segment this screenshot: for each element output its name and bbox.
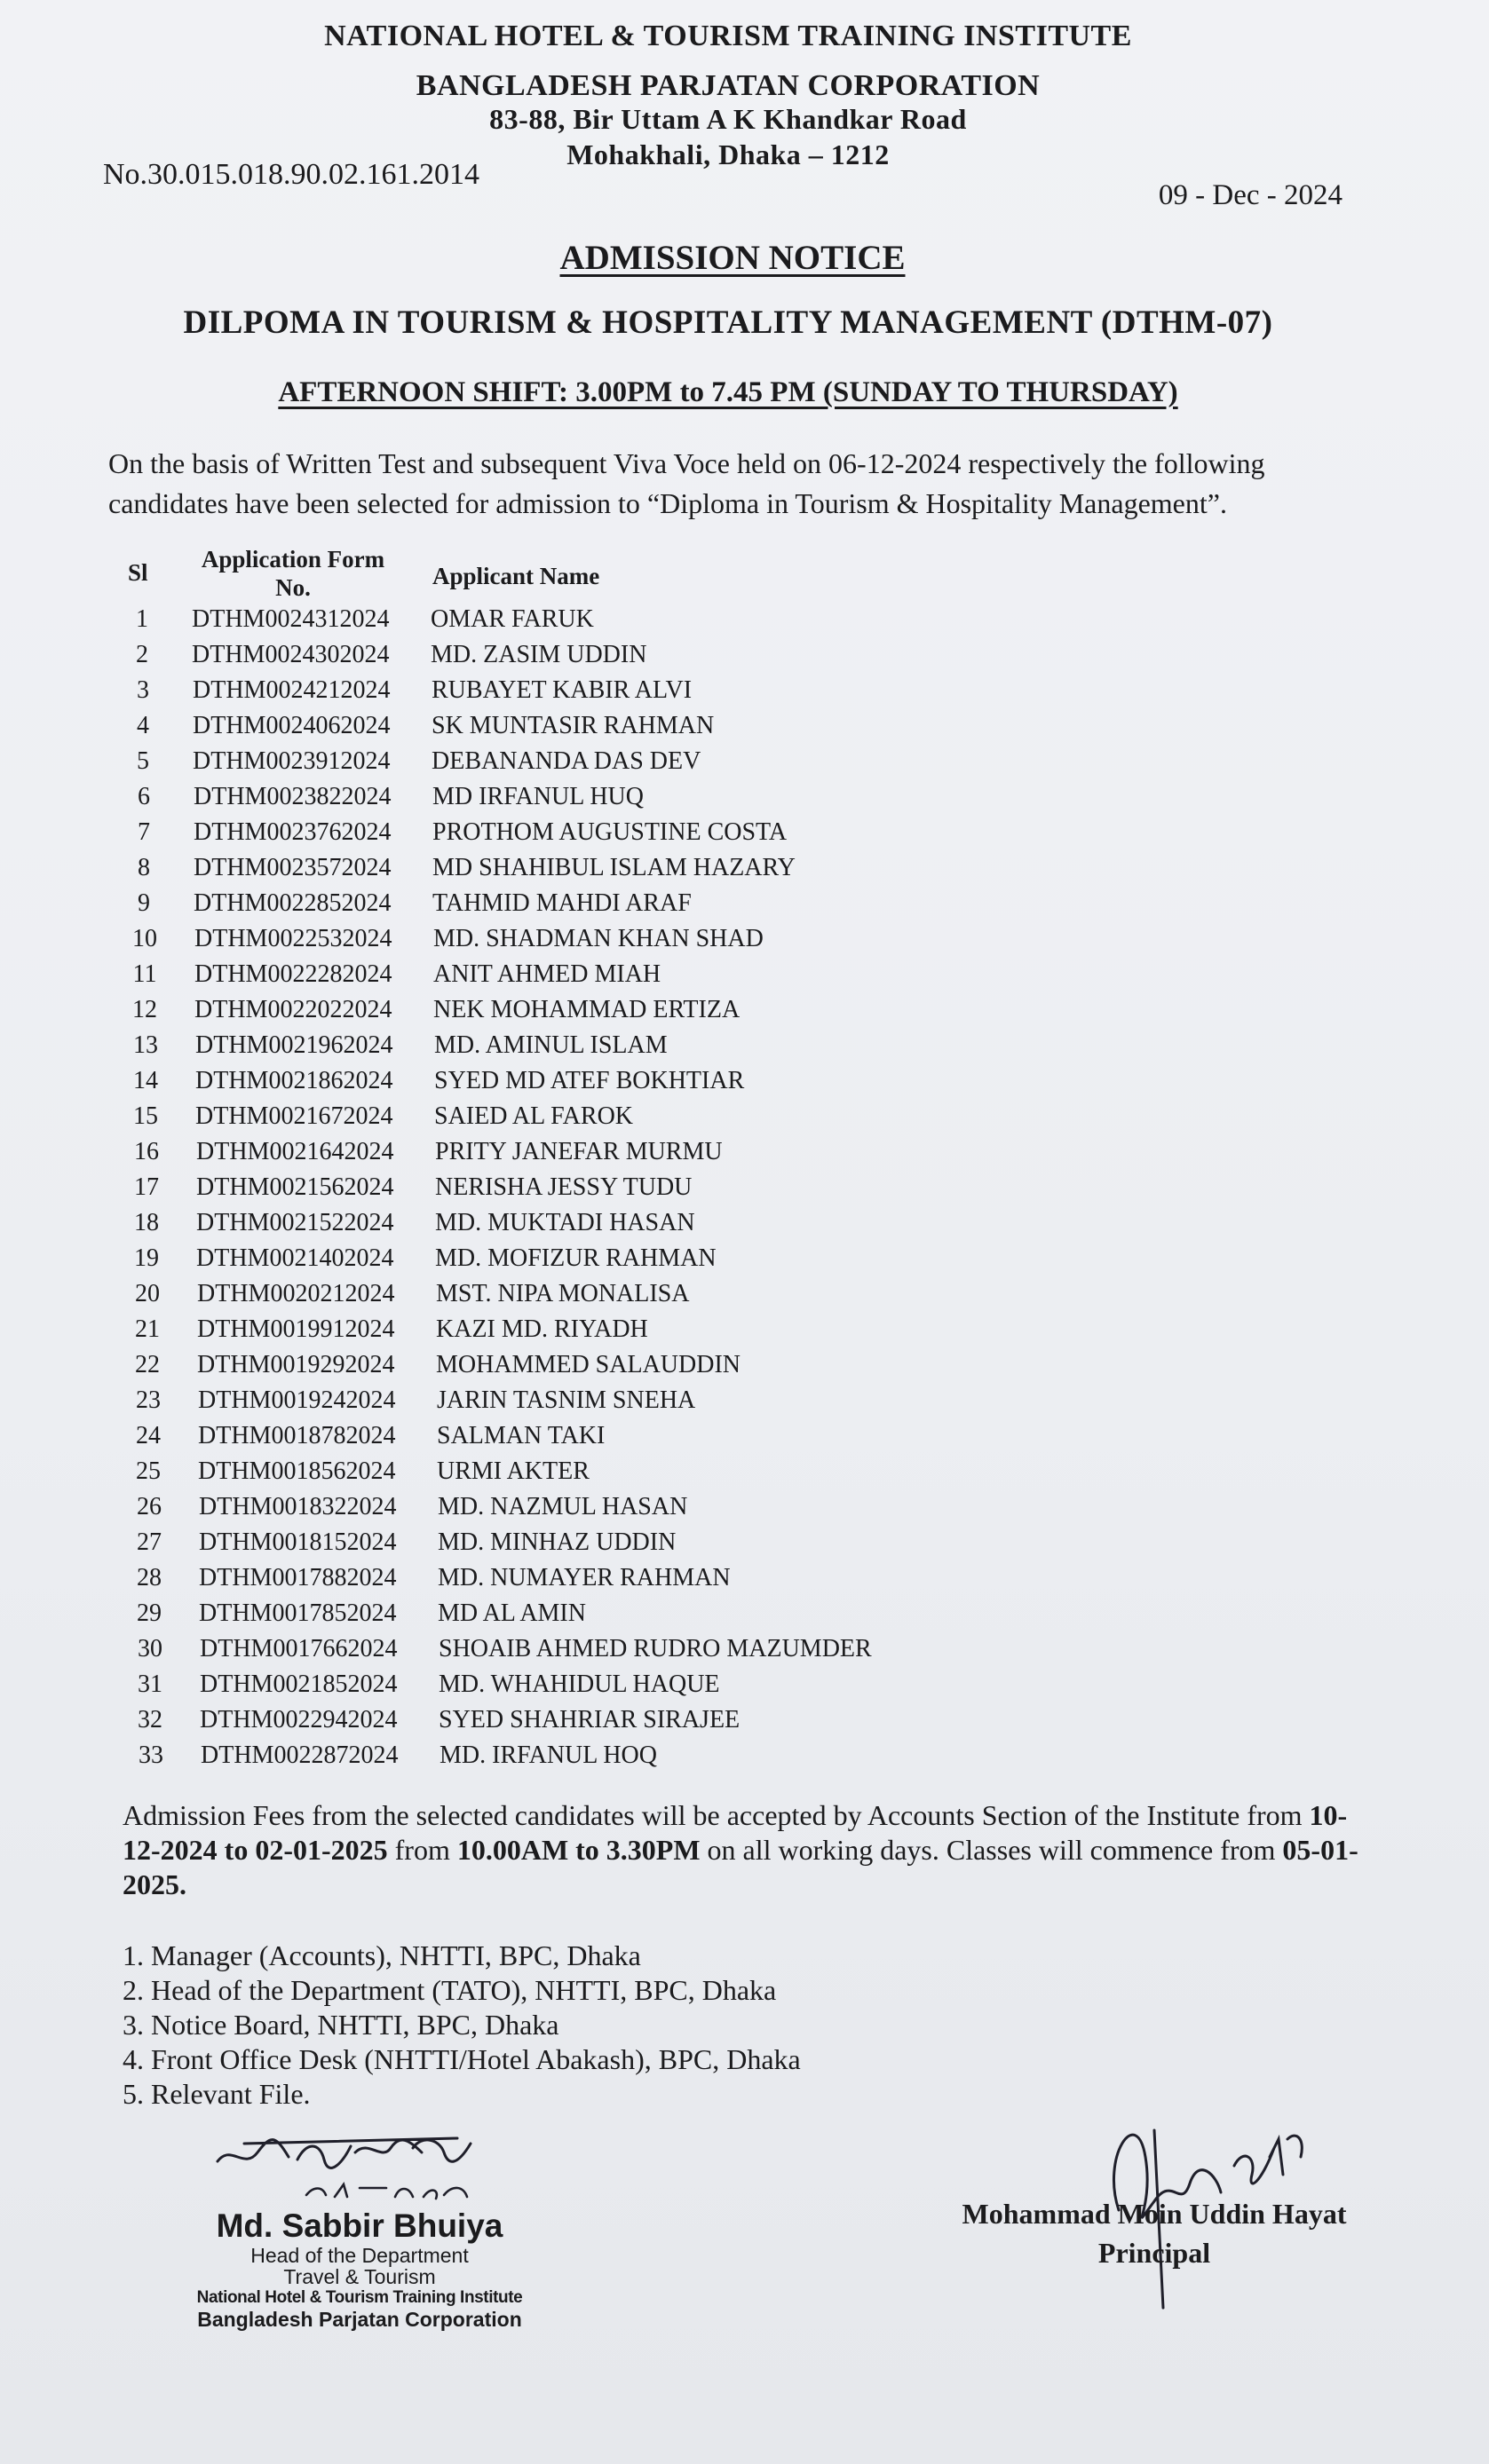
row-applicant-name: MD. ZASIM UDDIN — [431, 641, 647, 668]
row-application-form-no: DTHM0021402024 — [196, 1244, 394, 1272]
row-application-form-no: DTHM0019242024 — [198, 1386, 396, 1414]
row-application-form-no: DTHM0017662024 — [200, 1635, 398, 1662]
row-applicant-name: OMAR FARUK — [431, 605, 594, 633]
row-application-form-no: DTHM0021672024 — [195, 1102, 393, 1130]
row-application-form-no: DTHM0023822024 — [194, 783, 392, 810]
column-header-form-no-line1: Application Form — [201, 546, 385, 573]
row-serial: 33 — [139, 1741, 163, 1769]
row-application-form-no: DTHM0018782024 — [198, 1422, 396, 1449]
distribution-item: 3. Notice Board, NHTTI, BPC, Dhaka — [123, 2009, 559, 2041]
row-applicant-name: MD SHAHIBUL ISLAM HAZARY — [432, 854, 796, 881]
row-applicant-name: PRITY JANEFAR MURMU — [435, 1138, 723, 1165]
row-serial: 9 — [138, 889, 150, 917]
row-application-form-no: DTHM0021522024 — [196, 1209, 394, 1236]
fees-times: 10.00AM to 3.30PM — [456, 1834, 701, 1866]
row-application-form-no: DTHM0021862024 — [195, 1067, 393, 1094]
signatory-title-right: Principal — [1097, 2237, 1211, 2269]
signatory-corporation-left: Bangladesh Parjatan Corporation — [197, 2308, 522, 2331]
address-line-2: Mohakhali, Dhaka – 1212 — [566, 138, 890, 170]
row-serial: 13 — [133, 1031, 158, 1059]
column-header-name: Applicant Name — [432, 563, 600, 589]
row-application-form-no: DTHM0024212024 — [193, 676, 391, 704]
distribution-item: 5. Relevant File. — [123, 2078, 311, 2110]
row-serial: 32 — [138, 1706, 162, 1733]
signatory-name-left: Md. Sabbir Bhuiya — [216, 2207, 503, 2244]
row-serial: 17 — [134, 1173, 159, 1201]
row-application-form-no: DTHM0022872024 — [201, 1741, 399, 1769]
row-application-form-no: DTHM0018322024 — [199, 1493, 397, 1520]
corporation-name: BANGLADESH PARJATAN CORPORATION — [416, 69, 1041, 102]
row-application-form-no: DTHM0021562024 — [196, 1173, 394, 1201]
row-serial: 28 — [137, 1564, 162, 1591]
signatory-name-right: Mohammad Moin Uddin Hayat — [962, 2198, 1347, 2230]
reference-number: No.30.015.018.90.02.161.2014 — [103, 158, 480, 191]
row-serial: 30 — [138, 1635, 162, 1662]
row-serial: 10 — [132, 925, 157, 952]
column-header-sl: Sl — [128, 559, 148, 586]
row-serial: 23 — [136, 1386, 161, 1414]
signatory-dept-left: Travel & Tourism — [283, 2265, 436, 2288]
row-applicant-name: MST. NIPA MONALISA — [436, 1280, 690, 1307]
row-application-form-no: DTHM0021852024 — [200, 1670, 398, 1698]
row-applicant-name: RUBAYET KABIR ALVI — [432, 676, 693, 704]
notice-date: 09 - Dec - 2024 — [1158, 179, 1342, 211]
row-applicant-name: SK MUNTASIR RAHMAN — [432, 712, 715, 739]
row-serial: 12 — [132, 996, 157, 1023]
row-serial: 8 — [138, 854, 150, 881]
handwritten-signature-left — [191, 2126, 528, 2206]
row-serial: 15 — [133, 1102, 158, 1130]
row-application-form-no: DTHM0021642024 — [196, 1138, 394, 1165]
fees-text-3: on all working days. Classes will commence from — [700, 1834, 1283, 1866]
row-application-form-no: DTHM0023762024 — [194, 818, 392, 846]
row-serial: 18 — [134, 1209, 159, 1236]
row-serial: 11 — [132, 960, 157, 988]
row-serial: 26 — [137, 1493, 162, 1520]
row-applicant-name: PROTHOM AUGUSTINE COSTA — [432, 818, 788, 846]
row-application-form-no: DTHM0022942024 — [200, 1706, 398, 1733]
row-serial: 22 — [135, 1351, 160, 1378]
row-serial: 29 — [137, 1599, 162, 1627]
row-application-form-no: DTHM0024062024 — [193, 712, 391, 739]
fees-text-1: Admission Fees from the selected candidates will be accepted by Accounts Section of the Institute from — [123, 1799, 1310, 1831]
address-line-1: 83-88, Bir Uttam A K Khandkar Road — [489, 103, 967, 135]
row-application-form-no: DTHM0018562024 — [198, 1457, 396, 1485]
signatory-institute-left: National Hotel & Tourism Training Institute — [196, 2288, 523, 2307]
row-serial: 31 — [138, 1670, 162, 1698]
row-serial: 27 — [137, 1528, 162, 1556]
row-applicant-name: MD IRFANUL HUQ — [432, 783, 644, 810]
row-serial: 14 — [133, 1067, 158, 1094]
distribution-list — [123, 1939, 801, 2112]
fees-dates: 10-12-2024 to 02-01-2025 — [123, 1799, 1348, 1866]
row-applicant-name: NEK MOHAMMAD ERTIZA — [433, 996, 741, 1023]
shift-info: AFTERNOON SHIFT: 3.00PM to 7.45 PM (SUNDAY TO THURSDAY) — [278, 376, 1178, 408]
row-serial: 6 — [138, 783, 150, 810]
row-application-form-no: DTHM0023572024 — [194, 854, 392, 881]
column-header-form-no-line2: No. — [275, 574, 311, 601]
intro-paragraph: On the basis of Written Test and subsequent Viva Voce held on 06-12-2024 respectively the following candidates have been selected for admission to “Diploma in Tourism & Hospitality Management”. — [108, 447, 1265, 519]
row-applicant-name: SALMAN TAKI — [437, 1422, 606, 1449]
row-serial: 2 — [136, 641, 148, 668]
row-applicant-name: SYED MD ATEF BOKHTIAR — [434, 1067, 745, 1094]
row-serial: 21 — [135, 1315, 160, 1343]
fees-text-2: from — [387, 1834, 457, 1866]
distribution-item: 2. Head of the Department (TATO), NHTTI, BPC, Dhaka — [123, 1974, 777, 2006]
row-serial: 4 — [137, 712, 149, 739]
signature-block-head-of-department — [191, 2126, 528, 2330]
signatory-title-left: Head of the Department — [250, 2244, 469, 2267]
row-application-form-no: DTHM0022852024 — [194, 889, 392, 917]
row-application-form-no: DTHM0022022024 — [194, 996, 392, 1023]
row-applicant-name: DEBANANDA DAS DEV — [432, 747, 701, 775]
row-applicant-name: MD. NAZMUL HASAN — [438, 1493, 688, 1520]
row-applicant-name: SAIED AL FAROK — [434, 1102, 634, 1130]
fees-paragraph — [123, 1798, 1383, 1902]
row-applicant-name: MOHAMMED SALAUDDIN — [436, 1351, 741, 1378]
row-application-form-no: DTHM0017852024 — [199, 1599, 397, 1627]
row-application-form-no: DTHM0022282024 — [194, 960, 392, 988]
row-application-form-no: DTHM0019912024 — [197, 1315, 395, 1343]
row-applicant-name: MD AL AMIN — [438, 1599, 586, 1627]
row-applicant-name: MD. SHADMAN KHAN SHAD — [433, 925, 764, 952]
distribution-item: 1. Manager (Accounts), NHTTI, BPC, Dhaka — [123, 1939, 641, 1971]
row-application-form-no: DTHM0024312024 — [192, 605, 390, 633]
program-title: DILPOMA IN TOURISM & HOSPITALITY MANAGEMENT (DTHM-07) — [183, 304, 1273, 341]
row-serial: 7 — [138, 818, 150, 846]
distribution-item: 4. Front Office Desk (NHTTI/Hotel Abakash), BPC, Dhaka — [123, 2043, 801, 2075]
row-applicant-name: MD. MUKTADI HASAN — [435, 1209, 695, 1236]
row-application-form-no: DTHM0018152024 — [199, 1528, 397, 1556]
row-applicant-name: ANIT AHMED MIAH — [433, 960, 661, 988]
row-applicant-name: MD. MOFIZUR RAHMAN — [435, 1244, 717, 1272]
row-applicant-name: KAZI MD. RIYADH — [436, 1315, 648, 1343]
institute-name: NATIONAL HOTEL & TOURISM TRAINING INSTITUTE — [324, 20, 1132, 52]
row-serial: 24 — [136, 1422, 161, 1449]
row-application-form-no: DTHM0017882024 — [199, 1564, 397, 1591]
row-applicant-name: MD. NUMAYER RAHMAN — [438, 1564, 731, 1591]
row-application-form-no: DTHM0024302024 — [192, 641, 390, 668]
class-start-date: 05-01-2025. — [123, 1834, 1358, 1900]
row-serial: 3 — [137, 676, 149, 704]
row-applicant-name: MD. IRFANUL HOQ — [440, 1741, 657, 1769]
row-application-form-no: DTHM0023912024 — [193, 747, 391, 775]
row-serial: 20 — [135, 1280, 160, 1307]
column-header-form-no — [182, 545, 404, 602]
row-applicant-name: SHOAIB AHMED RUDRO MAZUMDER — [439, 1635, 872, 1662]
row-applicant-name: MD. WHAHIDUL HAQUE — [439, 1670, 720, 1698]
row-applicant-name: JARIN TASNIM SNEHA — [437, 1386, 696, 1414]
row-application-form-no: DTHM0022532024 — [194, 925, 392, 952]
row-applicant-name: TAHMID MAHDI ARAF — [432, 889, 692, 917]
row-serial: 16 — [134, 1138, 159, 1165]
row-serial: 19 — [134, 1244, 159, 1272]
row-application-form-no: DTHM0021962024 — [195, 1031, 393, 1059]
row-applicant-name: URMI AKTER — [437, 1457, 590, 1485]
row-serial: 1 — [136, 605, 148, 633]
row-applicant-name: MD. MINHAZ UDDIN — [438, 1528, 677, 1556]
row-serial: 5 — [137, 747, 149, 775]
row-application-form-no: DTHM0020212024 — [197, 1280, 395, 1307]
row-applicant-name: MD. AMINUL ISLAM — [434, 1031, 668, 1059]
row-serial: 25 — [136, 1457, 161, 1485]
row-applicant-name: NERISHA JESSY TUDU — [435, 1173, 693, 1201]
row-application-form-no: DTHM0019292024 — [197, 1351, 395, 1378]
row-applicant-name: SYED SHAHRIAR SIRAJEE — [439, 1706, 741, 1733]
notice-title: ADMISSION NOTICE — [559, 239, 906, 277]
